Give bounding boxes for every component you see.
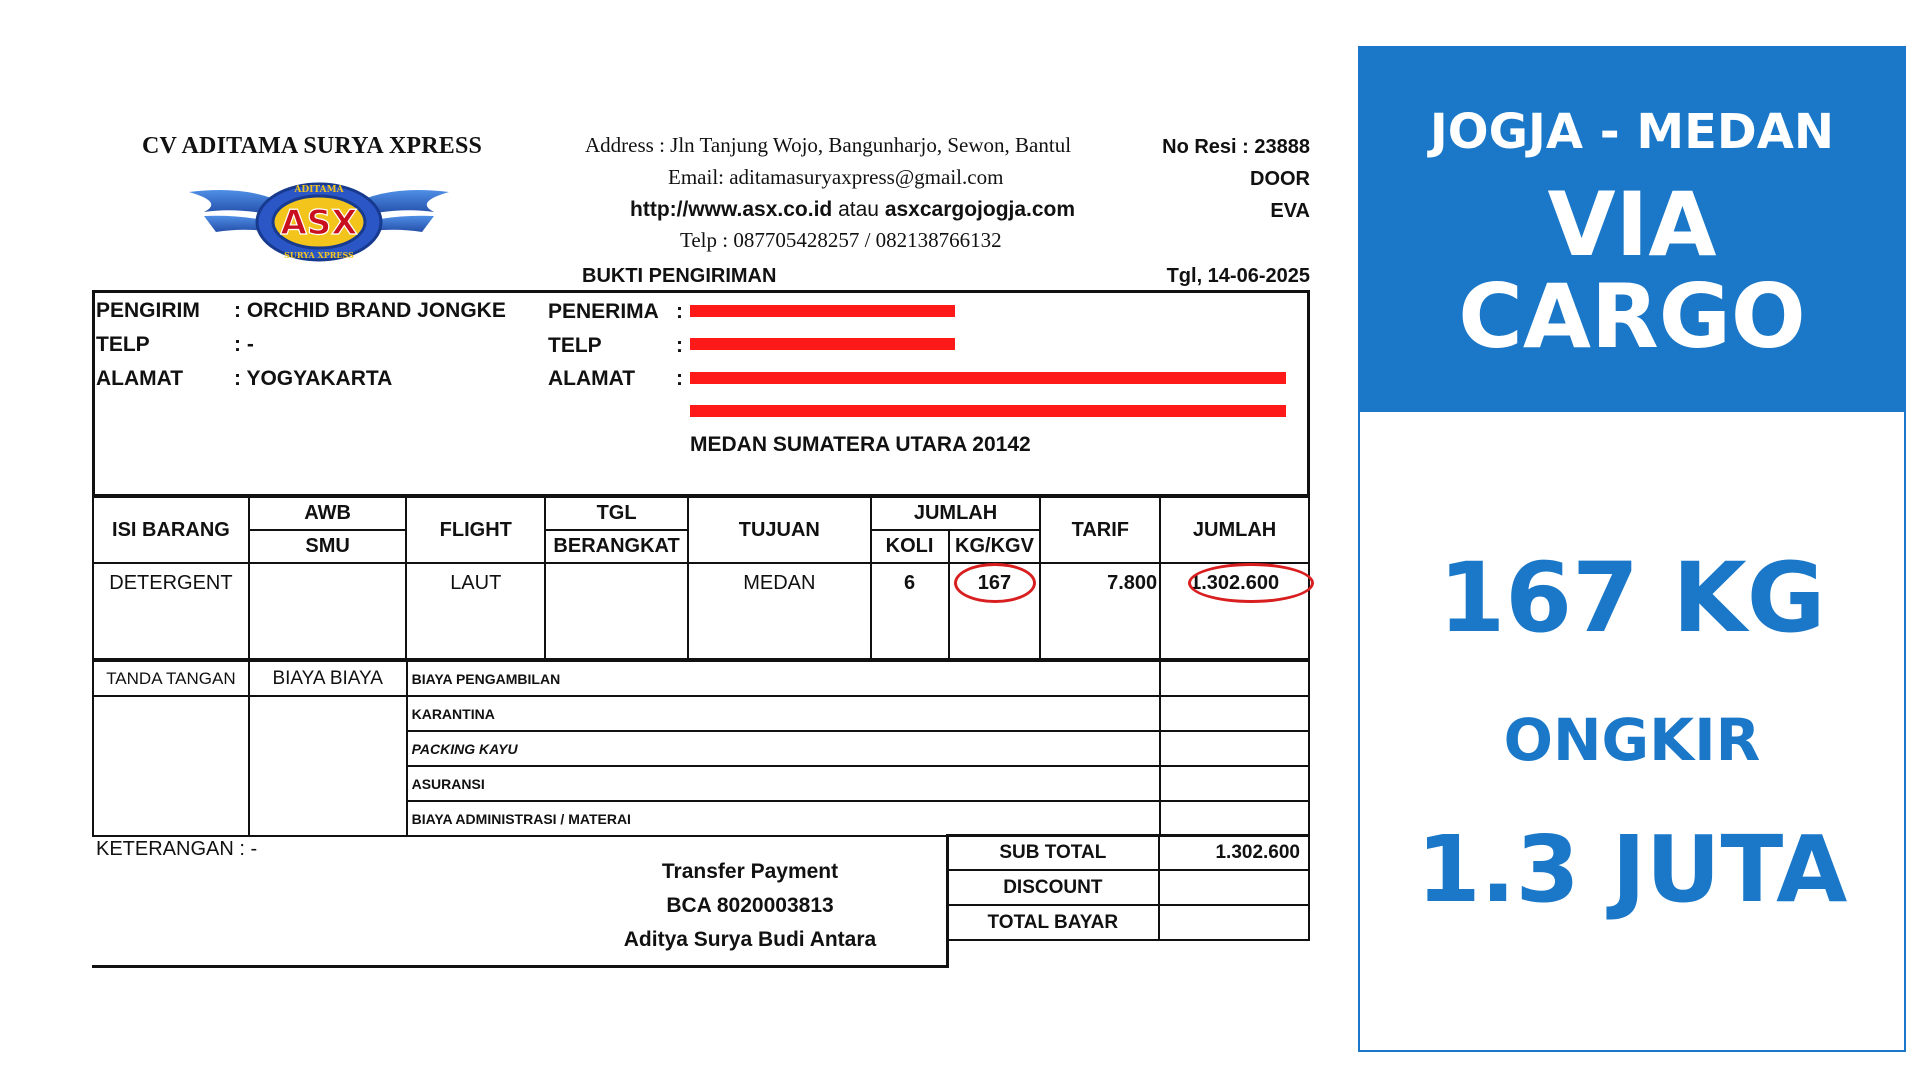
doc-title: BUKTI PENGIRIMAN: [582, 265, 777, 287]
transfer-title: Transfer Payment: [661, 860, 839, 883]
kg-highlight-circle: [954, 563, 1036, 603]
keterangan: KETERANGAN : -: [96, 838, 258, 860]
cell-kg: 167: [949, 563, 1041, 659]
cell-isi-barang: DETERGENT: [93, 563, 249, 659]
cell-awb: [249, 563, 407, 659]
th-smu: SMU: [249, 530, 407, 563]
th-tgl: TGL: [545, 497, 688, 530]
th-isi-barang: ISI BARANG: [93, 497, 249, 563]
biaya-biaya-label: BIAYA BIAYA: [249, 661, 407, 696]
signature-area: [93, 696, 249, 836]
th-tujuan: TUJUAN: [688, 497, 871, 563]
totals-table: [946, 834, 1310, 941]
logo-top-text: ADITAMA: [294, 185, 344, 195]
cost-item: PACKING KAYU: [407, 731, 1161, 766]
staff-name: EVA: [1270, 200, 1310, 222]
company-name: CV ADITAMA SURYA XPRESS: [142, 133, 483, 159]
cost-value: [1160, 801, 1309, 836]
shipment-table: [92, 496, 1310, 660]
website-alt: asxcargojogja.com: [884, 198, 1076, 221]
th-koli: KOLI: [871, 530, 949, 563]
cost-item: BIAYA PENGAMBILAN: [407, 661, 1161, 696]
weight-text: 167 KG: [1438, 542, 1826, 654]
company-phone: Telp : 087705428257 / 082138766132: [680, 228, 1002, 252]
th-jumlah-group: JUMLAH: [871, 497, 1041, 530]
cost-item: KARANTINA: [407, 696, 1161, 731]
discount-label: DISCOUNT: [947, 870, 1159, 905]
ongkir-text: ONGKIR: [1503, 706, 1761, 774]
cost-item: ASURANSI: [407, 766, 1161, 801]
th-kg-kgv: KG/KGV: [949, 530, 1041, 563]
cost-value: [1160, 731, 1309, 766]
logo-bottom-text: SURYA XPRESS: [284, 250, 354, 260]
recipient-name-redacted: [690, 305, 955, 317]
website-main: http://www.asx.co.id: [630, 198, 833, 221]
table-row: [93, 563, 1309, 659]
cost-item: BIAYA ADMINISTRASI / MATERAI: [407, 801, 1161, 836]
recipient-label: PENERIMA: [548, 300, 659, 323]
subtotal-label: SUB TOTAL: [947, 835, 1159, 870]
cell-tujuan: MEDAN: [688, 563, 871, 659]
total-label: TOTAL BAYAR: [947, 905, 1159, 940]
bottom-divider: [92, 965, 948, 968]
company-address: Address : Jln Tanjung Wojo, Bangunharjo, Sewon, Bantul: [585, 133, 1072, 157]
website-sep: atau: [838, 198, 879, 221]
recipient-phone-redacted: [690, 338, 955, 350]
company-website: [630, 198, 1075, 222]
sender-address-label: ALAMAT: [96, 367, 184, 390]
via-text: VIA: [1547, 173, 1717, 276]
th-awb: AWB: [249, 497, 407, 530]
cell-jumlah: 1.302.600: [1160, 563, 1309, 659]
bank-account: BCA 8020003813: [666, 894, 834, 917]
th-jumlah: JUMLAH: [1160, 497, 1309, 563]
cost-value: [1160, 696, 1309, 731]
asx-logo: [184, 172, 454, 272]
th-berangkat: BERANGKAT: [545, 530, 688, 563]
total-value: [1159, 905, 1309, 940]
th-tarif: TARIF: [1040, 497, 1160, 563]
cargo-text: CARGO: [1458, 265, 1806, 368]
logo-text: ASX: [280, 203, 358, 243]
recipient-colon: :: [676, 300, 683, 323]
discount-value: [1159, 870, 1309, 905]
cell-koli: 6: [871, 563, 949, 659]
route-title: JOGJA - MEDAN: [1429, 104, 1835, 160]
service-type: DOOR: [1250, 168, 1310, 190]
no-resi: No Resi : 23888: [1162, 136, 1310, 158]
recipient-address-colon: :: [676, 367, 683, 390]
sender-label: PENGIRIM: [96, 299, 200, 322]
cell-tgl: [545, 563, 688, 659]
receipt-date: Tgl, 14-06-2025: [1166, 265, 1310, 287]
sender-name: : ORCHID BRAND JONGKE: [234, 299, 506, 322]
company-email: Email: aditamasuryaxpress@gmail.com: [668, 165, 1004, 189]
tanda-tangan-label: TANDA TANGAN: [93, 661, 249, 696]
sender-address: : YOGYAKARTA: [234, 367, 393, 390]
recipient-address-redacted-2: [690, 405, 1286, 417]
biaya-area: [249, 696, 407, 836]
recipient-address-label: ALAMAT: [548, 367, 636, 390]
cost-value: [1160, 661, 1309, 696]
recipient-phone-label: TELP: [548, 334, 602, 357]
th-flight: FLIGHT: [406, 497, 545, 563]
subtotal-value: 1.302.600: [1159, 835, 1309, 870]
transfer-info: [600, 855, 900, 957]
cell-flight: LAUT: [406, 563, 545, 659]
cost-value: [1160, 766, 1309, 801]
account-name: Aditya Surya Budi Antara: [623, 928, 877, 951]
price-text: 1.3 JUTA: [1416, 816, 1848, 923]
recipient-address-redacted-1: [690, 372, 1286, 384]
sender-phone-label: TELP: [96, 333, 150, 356]
jumlah-highlight-circle: [1188, 563, 1314, 603]
recipient-city: MEDAN SUMATERA UTARA 20142: [690, 433, 1031, 456]
cell-tarif: 7.800: [1040, 563, 1160, 659]
costs-table: [92, 660, 1310, 837]
sender-phone: : -: [234, 333, 254, 356]
recipient-phone-colon: :: [676, 334, 683, 357]
